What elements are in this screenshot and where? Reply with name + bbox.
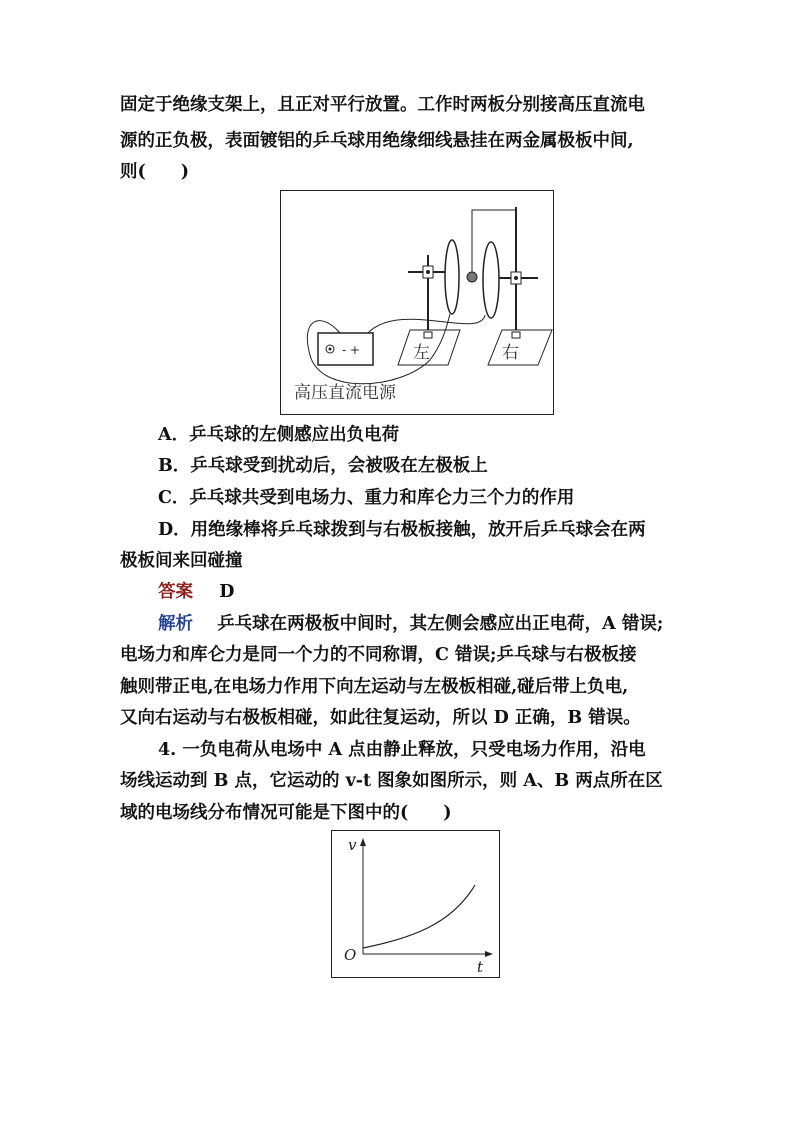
analysis-line-4: 又向右运动与右极板相碰，如此往复运动，所以 D 正确，B 错误。 — [120, 708, 641, 728]
v-label: v — [348, 836, 357, 854]
intro-line-2: 源的正负极，表面镀铝的乒乓球用绝缘细线悬挂在两金属极板中间, — [120, 131, 634, 151]
option-a: A．乒乓球的左侧感应出负电荷 — [158, 425, 400, 445]
answer-line — [158, 580, 718, 604]
vt-graph — [331, 830, 500, 978]
t-label: t — [477, 958, 484, 976]
option-d-continued: 极板间来回碰撞 — [120, 551, 243, 571]
option-c: C．乒乓球共受到电场力、重力和库仑力三个力的作用 — [158, 488, 575, 508]
power-symbols: - + — [342, 343, 360, 357]
option-b: B．乒乓球受到扰动后，会被吸在左极板上 — [158, 456, 488, 476]
ping-pong-ball — [467, 272, 477, 282]
analysis-first-line — [158, 612, 718, 636]
label-right: 右 — [502, 343, 519, 363]
right-plate — [483, 242, 499, 318]
left-plate — [445, 240, 459, 314]
analysis-label: 解析 — [158, 614, 193, 634]
apparatus-figure — [280, 190, 554, 415]
answer-value: D — [219, 582, 235, 602]
option-d: D．用绝缘棒将乒乓球拨到与右极板接触，放开后乒乓球会在两 — [158, 520, 646, 540]
intro-line-1: 固定于绝缘支架上，且正对平行放置。工作时两板分别接高压直流电 — [120, 95, 645, 115]
intro-line-3: 则( ) — [120, 162, 190, 182]
power-caption: 高压直流电源 — [294, 383, 396, 403]
origin-label: O — [344, 946, 357, 964]
q4-line-3: 域的电场线分布情况可能是下图中的( ) — [120, 803, 452, 823]
analysis-line-3: 触则带正电,在电场力作用下向左运动与左极板相碰,碰后带上负电, — [120, 677, 629, 697]
label-left: 左 — [413, 343, 430, 363]
q4-line-1: 4. 一负电荷从电场中 A 点由静止释放，只受电场力作用，沿电 — [158, 740, 646, 760]
analysis-first-text: 乒乓球在两极板中间时，其左侧会感应出正电荷，A 错误; — [217, 614, 664, 634]
analysis-line-2: 电场力和库仑力是同一个力的不同称谓，C 错误;乒乓球与右极板接 — [120, 645, 637, 665]
answer-label: 答案 — [158, 582, 193, 602]
q4-line-2: 场线运动到 B 点，它运动的 v-t 图象如图所示，则 A、B 两点所在区 — [120, 771, 663, 791]
